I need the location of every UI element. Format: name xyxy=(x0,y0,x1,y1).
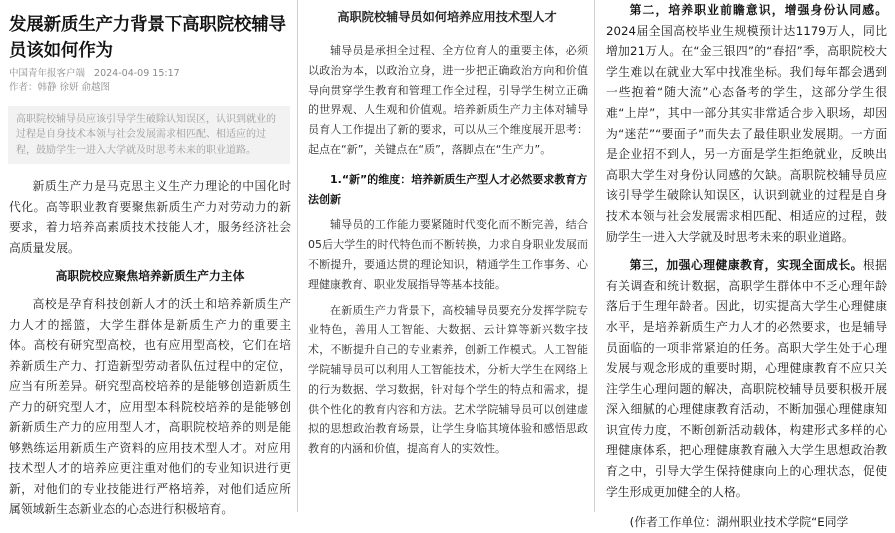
article-authors: 作者：韩静 徐妍 俞越图 xyxy=(9,82,111,93)
article-body-right xyxy=(606,0,887,533)
article-title: 发展新质生产力背景下高职院校辅导员该如何作为 xyxy=(9,15,286,61)
paragraph: 高校是孕育科技创新人才的沃土和培养新质生产力人才的摇篮，大学生群体是新质生产力的重要主体。高校有研究型高校，也有应用型高校，它们在培养新质生产力、打造新型劳动者队伍过程中的定位，应当有所差异。研究型高校培养的是能够创造新质生产力的研究型人才，应用型本科院校培养的是能够创新新质生产力的应用型人才，高职院校培养的则是能够熟练运用新质生产资料的应用技术型人才。对应用技术型人才的培养应更注重对他们的专业知识进行更新，对他们的专业技能进行严格培养，对他们适应所属领域新生态新业态的心态进行积极培育。 xyxy=(9,297,291,516)
inline-heading: 第二，培养职业前瞻意识，增强身份认同感。 xyxy=(629,3,887,17)
article-body-left xyxy=(9,176,291,520)
inline-heading: 第三，加强心理健康教育，实现全面成长。 xyxy=(629,258,863,273)
article-lead-summary: 高职院校辅导员应该引导学生破除认知误区，认识到就业的过程是自身技术本领与社会发展需求相匹配、相适应的过程，鼓励学生一进入大学就及时思考未来的职业道路。 xyxy=(8,106,290,164)
section-heading: 高职院校应聚焦培养新质生产力主体 xyxy=(55,269,245,283)
article-source xyxy=(9,65,180,79)
paragraph xyxy=(606,255,887,502)
article-panel-right xyxy=(595,0,895,530)
article-panel-middle xyxy=(298,0,595,512)
section-heading: 高职院校辅导员如何培养应用技术型人才 xyxy=(337,10,557,24)
subsection-heading: 1.“新”的维度：培养新质生产型人才必然要求教育方法创新 xyxy=(308,172,588,206)
paragraph: 辅导员的工作能力要紧随时代变化而不断完善，结合05后大学生的时代特色而不断转换，力求自身职业发展而不断提升，要通达贯的理论知识，精通学生工作事务、心理健康教育、职业发展指导等基本技能。 xyxy=(308,218,588,291)
paragraph: 新质生产力是马克思主义生产力理论的中国化时代化。高等职业教育要聚焦新质生产力对劳动力的新要求，着力培养高素质技术技能人才，服务经济社会高质量发展。 xyxy=(9,179,291,255)
publish-date: 2024-04-09 15:17 xyxy=(94,68,180,79)
paragraph-text: 2024届全国高校毕业生规模预计达1179万人，同比增加21万人。在“金三银四”的“春招”季，高职院校大学生难以在就业大军中找准坐标。我们每年都会遇到一些抱着“随大流”心态备考的学生，这部分学生很难“上岸”，其中一部分其实非常适合步入职场，却因为“迷茫”“要面子”而失去了最佳职业发展期。一方面是企业招不到人，另一方面是学生拒绝就业，反映出高职大学生对身份认同感的欠缺。高职院校辅导员应该引导学生破除认知误区，认识到就业的过程是自身技术本领与社会发展需求相匹配、相适应的过程，鼓励学生一进入大学就及时思考未来的职业道路。 xyxy=(606,23,887,244)
paragraph-text: 根据有关调查和统计数据，高职学生群体中不乏心理年龄落后于生理年龄者。因此，切实提高大学生心理健康水平，是培养新质生产力人才的必然要求，也是辅导员面临的一项非常紧迫的任务。高职大学生处于心理发展与观念形成的重要时期，心理健康教育不应只关注学生心理问题的解决，高职院校辅导员要积极开展深入细腻的心理健康教育活动，不断加强心理健康知识宣传力度，不断创新活动载体，构建形式多样的心理健康体系，把心理健康教育融入大学生思想政治教育之中，引导大学生保持健康向上的心理状态，促使学生形成更加健全的人格。 xyxy=(606,258,887,499)
paragraph xyxy=(606,0,887,247)
paragraph: 辅导员是承担全过程、全方位育人的重要主体，必须以政治为本，以政治立身，进一步把正确政治方向和价值导向贯穿学生教育和管理工作全过程，引导学生树立正确的世界观、人生观和价值观。培养新质生产力主体对辅导员育人工作提出了新的要求，可以从三个维度展开思考：起点在“新”，关键点在“质”，落脚点在“生产力”。 xyxy=(308,44,588,156)
paragraph: 在新质生产力背景下，高校辅导员要充分发挥学院专业特色，善用人工智能、大数据、云计算等新兴数字技术，不断提升自己的专业素养，创新工作模式。人工智能学院辅导员可以利用人工智能技术，分析大学生在网络上的行为数据、学习数据，针对每个学生的特点和需求，提供个性化的教育内容和方法。艺术学院辅导员可以创建虚拟的思想政治教育场景，让学生身临其境体验和感悟思政教育的内涵和价值，提高育人的实效性。 xyxy=(308,303,588,456)
source-name: 中国青年报客户端 xyxy=(9,68,86,79)
author-affiliation-note: (作者工作单位：湖州职业技术学院“E同学 xyxy=(629,515,849,530)
article-panel-left xyxy=(0,0,298,516)
article-body-middle xyxy=(308,41,588,465)
